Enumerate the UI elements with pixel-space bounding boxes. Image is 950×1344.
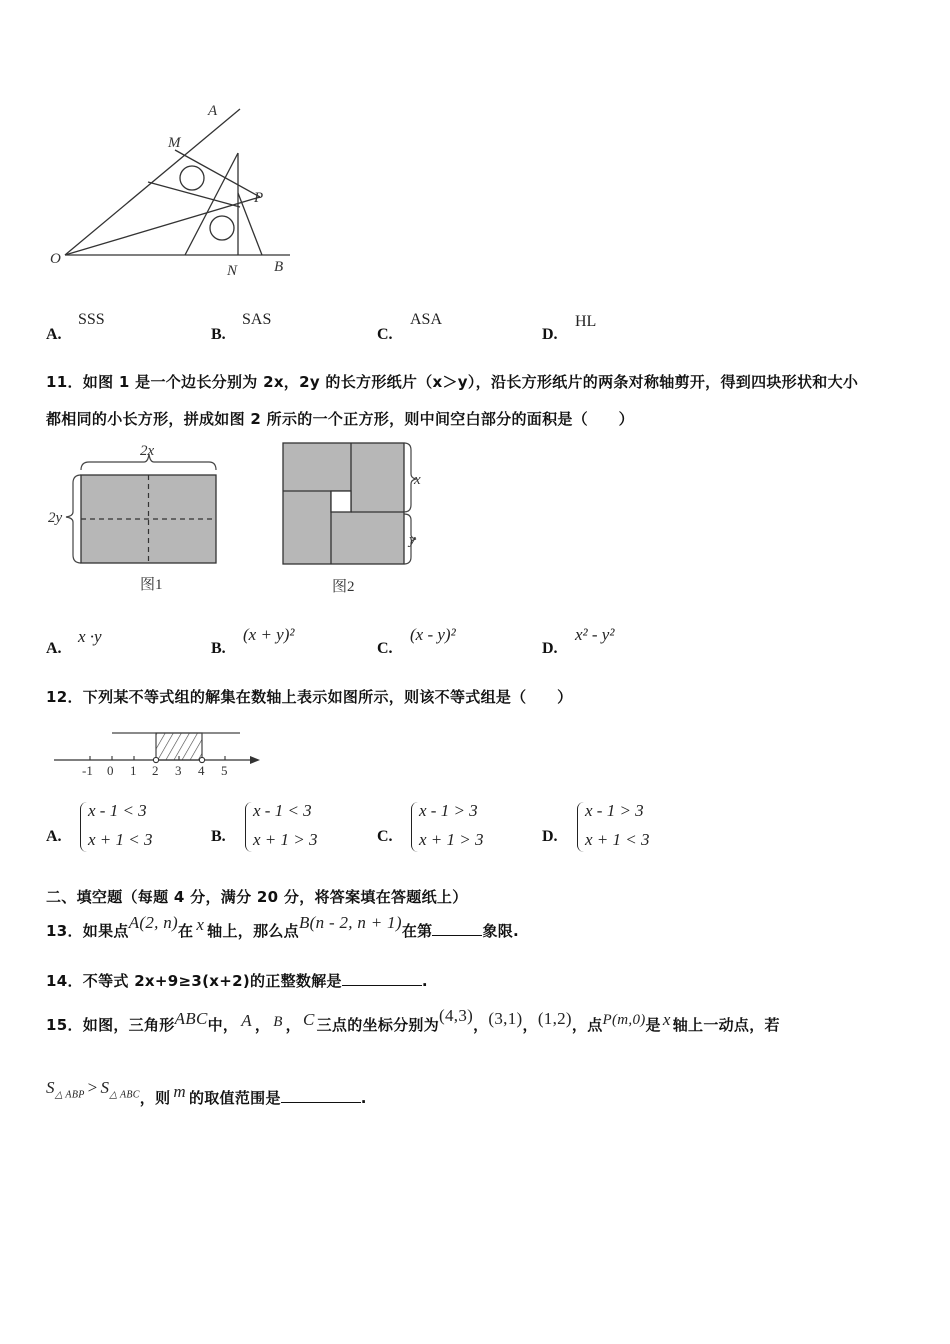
- q12-option-a-line2: x + 1 < 3: [88, 830, 153, 849]
- q11-figure-1: [44, 440, 234, 600]
- q10-option-c-value: ASA: [410, 311, 443, 328]
- q15-mid: 中，: [207, 1016, 239, 1034]
- q12-option-d-line2: x + 1 < 3: [585, 830, 650, 849]
- tick-label: 5: [221, 763, 228, 778]
- q14: [46, 970, 428, 991]
- fig2-label-y: y: [409, 532, 416, 548]
- q12-option-c-letter[interactable]: C.: [377, 828, 393, 845]
- q11-option-d-value: x² - y²: [575, 625, 615, 644]
- q15-sep1: ，: [254, 1016, 271, 1034]
- q11-option-d-letter[interactable]: D.: [542, 640, 558, 657]
- label-A: A: [208, 103, 218, 119]
- q12-number-line: [50, 722, 270, 782]
- q13-var-x: x: [196, 915, 205, 934]
- q12-option-b-letter[interactable]: B.: [211, 828, 226, 845]
- q11-stem-line2: 都相同的小长方形，拼成如图 2 所示的一个正方形，则中间空白部分的面积是（ ）: [46, 410, 634, 428]
- tick-label: 2: [152, 763, 159, 778]
- q15-area-left-symbol: S: [46, 1078, 55, 1097]
- solution-set-region: [156, 733, 202, 760]
- q15-triangle: ABC: [174, 1009, 208, 1028]
- q11-option-c-value: (x - y)²: [410, 625, 456, 644]
- q15-point-intro: ，点: [571, 1016, 603, 1034]
- q13-mid3: 在第: [401, 922, 433, 940]
- label-O: O: [50, 251, 61, 267]
- label-P: P: [254, 190, 264, 206]
- q12-option-d-letter[interactable]: D.: [542, 828, 558, 845]
- segment-MP: [175, 150, 260, 197]
- q15-prefix: 15．如图，三角形: [46, 1016, 175, 1034]
- q11-stem-line1: 11．如图 1 是一个边长分别为 2x，2y 的长方形纸片（x＞y），沿长方形纸片的两条对称轴剪开，得到四块形状和大小: [46, 373, 859, 391]
- q12-option-d-line1: x - 1 > 3: [585, 801, 644, 820]
- q15-is: 是: [645, 1016, 661, 1034]
- q15-range-text: 的取值范围是: [188, 1089, 281, 1107]
- circle-lower: [210, 216, 234, 240]
- q11-option-c-letter[interactable]: C.: [377, 640, 393, 657]
- q13-answer-blank[interactable]: [432, 921, 482, 936]
- q15-end: .: [360, 1089, 367, 1107]
- q12-option-b-line2: x + 1 > 3: [253, 830, 318, 849]
- q15-area-left-sub: △ ABP: [54, 1089, 85, 1101]
- q13: [46, 910, 519, 952]
- q12-option-c-line1: x - 1 > 3: [419, 801, 478, 820]
- q15-coord-c: (1,2): [537, 1009, 572, 1028]
- fig2-label-x: x: [414, 472, 421, 488]
- q15-point-b: B: [273, 1014, 283, 1030]
- q13-point-b: B(n - 2, n + 1): [298, 913, 402, 932]
- q15-area-left: [46, 1078, 85, 1101]
- q10-option-a-letter[interactable]: A.: [46, 326, 62, 343]
- q12-option-a-letter[interactable]: A.: [46, 828, 62, 845]
- tick-label: 1: [130, 763, 137, 778]
- q15-greater-than: >: [87, 1078, 98, 1097]
- q15-var-m: m: [173, 1082, 186, 1101]
- open-point-2: [153, 757, 158, 762]
- q13-suffix: 象限.: [482, 922, 520, 940]
- tick-label: -1: [82, 763, 93, 778]
- q15-area-right: [100, 1078, 140, 1101]
- tick-label: 3: [175, 763, 182, 778]
- q10-option-b-letter[interactable]: B.: [211, 326, 226, 343]
- label-B: B: [274, 259, 284, 275]
- q13-mid2: 轴上，那么点: [207, 922, 299, 940]
- q14-answer-blank[interactable]: [342, 971, 422, 986]
- q12-option-b-line1: x - 1 < 3: [253, 801, 312, 820]
- q11-option-b-letter[interactable]: B.: [211, 640, 226, 657]
- fig2-caption: 图2: [332, 579, 355, 595]
- q15-point-c: C: [302, 1010, 315, 1029]
- tick-label: 0: [107, 763, 114, 778]
- fig1-top-label: 2x: [140, 443, 155, 459]
- q15-sep4: ，: [522, 1016, 538, 1034]
- q13-point-a: A(2, n): [128, 913, 178, 932]
- q15-then: ，则: [139, 1089, 171, 1107]
- segment-horizontal-top: [148, 182, 240, 207]
- q15-area-right-symbol: S: [100, 1078, 110, 1097]
- q15-line2: [46, 1078, 367, 1125]
- q12-stem: 12．下列某不等式组的解集在数轴上表示如图所示，则该不等式组是（ ）: [46, 688, 573, 706]
- q12-option-a-line1: x - 1 < 3: [88, 801, 147, 820]
- open-point-4: [199, 757, 204, 762]
- q15-answer-blank[interactable]: [281, 1088, 361, 1103]
- q11-option-a-value: x ·y: [78, 627, 102, 646]
- q13-mid1: 在: [178, 922, 194, 940]
- tick-label: 4: [198, 763, 205, 778]
- q15-coord-a: (4,3): [439, 1006, 474, 1025]
- q15-line1: [46, 1005, 780, 1046]
- q15-coord-b: (3,1): [488, 1009, 523, 1028]
- q11-figure-2: [280, 440, 440, 600]
- q10-option-d-value: HL: [575, 313, 597, 330]
- q15-point-a: A: [241, 1011, 252, 1030]
- q12-option-c-line2: x + 1 > 3: [419, 830, 484, 849]
- q14-prefix: 14．不等式 2x+9≥3(x+2)的正整数解是: [46, 972, 342, 990]
- ray-OP: [65, 197, 260, 255]
- circle-upper: [180, 166, 204, 190]
- q10-option-b-value: SAS: [242, 311, 272, 328]
- q10-option-a-value: SSS: [78, 311, 105, 328]
- q15-area-right-sub: △ ABC: [109, 1089, 140, 1101]
- ray-OA: [65, 109, 240, 255]
- q10-option-d-letter[interactable]: D.: [542, 326, 558, 343]
- q11-option-a-letter[interactable]: A.: [46, 640, 62, 657]
- fig1-caption: 图1: [140, 577, 163, 593]
- q15-coords-intro: 三点的坐标分别为: [316, 1016, 440, 1034]
- q13-prefix: 13．如果点: [46, 922, 129, 940]
- q10-geometry-figure: [40, 95, 300, 285]
- q15-sep3: ，: [473, 1016, 489, 1034]
- fig1-side-label: 2y: [48, 510, 63, 526]
- q15-var-x: x: [662, 1010, 671, 1029]
- section-2-heading: 二、填空题（每题 4 分，满分 20 分，将答案填在答题纸上）: [46, 888, 468, 906]
- q15-sep2: ，: [285, 1016, 301, 1034]
- q15-tail: 轴上一动点，若: [672, 1016, 780, 1034]
- q15-point-p: P(m,0): [602, 1012, 646, 1028]
- q10-option-c-letter[interactable]: C.: [377, 326, 393, 343]
- fig2-center-blank: [331, 491, 351, 512]
- q14-suffix: .: [421, 972, 428, 990]
- label-N: N: [227, 263, 238, 279]
- label-M: M: [168, 135, 181, 151]
- q11-option-b-value: (x + y)²: [243, 625, 295, 644]
